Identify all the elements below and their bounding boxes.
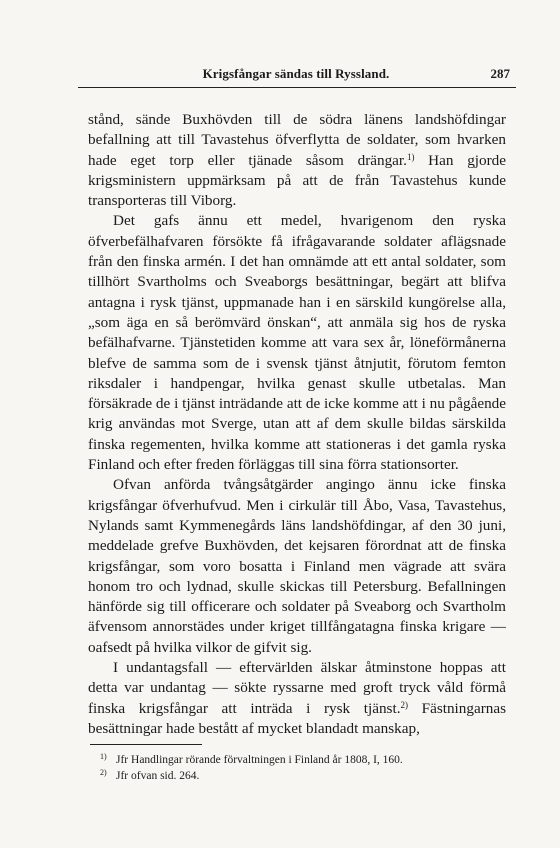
page-number: 287: [490, 66, 510, 81]
paragraph: [88, 475, 506, 658]
footnote-text: Jfr ofvan sid. 264.: [116, 770, 200, 782]
paragraph-text: stånd, sände Buxhövden till de södra länens landshöfdingar befallning att till Tavastehus öfverflytta de soldater, som hvarken hade eget torp eller tjänade såsom drängar.: [88, 111, 506, 169]
footnote-reference: 1): [406, 151, 415, 162]
footnote-rule: [90, 744, 202, 745]
paragraph-text: Det gafs ännu ett medel, hvarigenom den ryska öfverbefälhafvaren försökte få ifrågavarande soldater aflägsnade från den finska armén. I det han omnämde att ett antal soldater, som tillhört Svartholms och Sveaborgs besättningar, begärt att blifva antagna i rysk tjänst, uppmanade han i en särskild kungörelse alla, „som äga en så berömvärd önskan“, att anmäla sig hos de ryska befälhafvarne. Tjänstetiden komme att vara sex år, löneförmånerna blefve de samma som de i svensk tjänst åtnjutit, förutom femton riksdaler i handpengar, hvilka genast skulle utbetalas. Man försäkrade de i tjänst inträdande att de icke komme att i nu pågående krig användas mot Sverge, utan att af dem skulle bildas särskilda finska regementen, hvilka komme att stationeras i det gamla ryska Finland och efter freden förläggas till sina förra stationsorter.: [88, 212, 506, 474]
body-text: [88, 110, 506, 739]
footnote: [100, 768, 516, 784]
paragraph-text: Han gjorde krigsministern uppmärksam på att de från Tavastehus kunde transporteras till Viborg.: [88, 151, 506, 210]
header-rule: [78, 87, 516, 88]
running-head: [76, 66, 516, 86]
paragraph-text: Fästningarnas besättningar hade bestått af mycket blandadt manskap,: [88, 699, 506, 737]
running-title: Krigsfångar sändas till Ryssland.: [202, 66, 390, 81]
footnote-reference: 2): [400, 699, 408, 710]
footnote: [100, 752, 516, 768]
footnote-text: Jfr Handlingar rörande förvaltningen i Finland år 1808, I, 160.: [116, 754, 403, 766]
paragraph-text: I undantagsfall — eftervärlden älskar åtminstone hoppas att detta var undantag — sökte ryssarne med groft tryck våld förmå finska krigsfångar att inträda i rysk tjänst.: [88, 659, 506, 717]
footnote-mark: 1): [100, 752, 107, 761]
paragraph: [88, 658, 506, 739]
paragraph: [88, 211, 506, 475]
footnotes: [100, 752, 516, 784]
footnote-mark: 2): [100, 768, 107, 777]
paragraph-text: Ofvan anförda tvångsåtgärder angingo ännu icke finska krigsfångar öfverhufvud. Men i cirkulär till Åbo, Vasa, Tavastehus, Nylands samt Kymmenegårds läns landshöfdingar, af den 30 juni, meddelade grefve Buxhövden, det kejsaren förordnat att de finska krigsfångar, som voro bosatta i Finland men vägrade att svära honom tro och lydnad, skulle skickas till Petersburg. Befallningen hänförde sig till officerare och soldater på Sveaborg och Svartholm äfvensom annorstädes under kriget tillfångatagna finska krigare — oafsedt på hvilka vilkor de gifvit sig.: [88, 476, 506, 656]
paragraph: [88, 110, 506, 211]
